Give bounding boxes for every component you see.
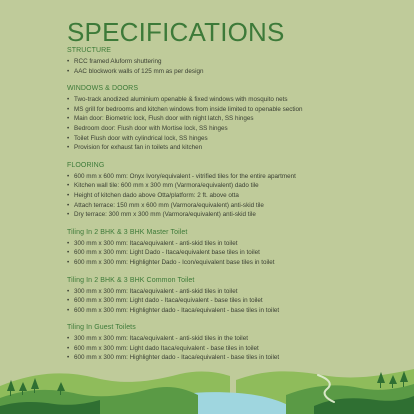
section-list <box>67 287 407 316</box>
list-item: • 600 mm x 300 mm: Light Dado - Itaca/equivalent base tiles in toilet <box>67 248 407 258</box>
section-heading: Tiling In 2 BHK & 3 BHK Master Toilet <box>67 228 188 236</box>
list-item: • 600 mm x 300 mm: Highlighter dado - Itaca/equivalent - base tiles in toilet <box>67 306 407 316</box>
section-list <box>67 172 407 220</box>
list-item: • 300 mm x 300 mm: Itaca/equivalent - anti-skid tiles in the toilet <box>67 334 407 344</box>
section-list <box>67 239 407 268</box>
list-item: • AAC blockwork walls of 125 mm as per design <box>67 67 407 77</box>
list-item: • 600 mm x 300 mm: Light dado - Itaca/equivalent - base tiles in toilet <box>67 296 407 306</box>
section-list <box>67 57 407 76</box>
section-list <box>67 95 407 153</box>
list-item: • 600 mm x 300 mm: Highlighter Dado - Icon/equivalent base tiles in toilet <box>67 258 407 268</box>
section-heading: Tiling In Guest Toilets <box>67 324 136 332</box>
list-item: • Kitchen wall tile: 600 mm x 300 mm (Varmora/equivalent) dado tile <box>67 181 407 191</box>
list-item: • 600 mm x 600 mm: Onyx Ivory/equivalent - vitrified tiles for the entire apartment <box>67 172 407 182</box>
list-item: • Main door: Biometric lock, Flush door with night latch, SS hinges <box>67 114 407 124</box>
specifications-content <box>67 47 407 372</box>
section-heading: Tiling In 2 BHK & 3 BHK Common Toilet <box>67 276 195 284</box>
list-item: • Toilet Flush door with cylindrical lock, SS hinges <box>67 134 407 144</box>
page-title: SPECIFICATIONS <box>67 17 285 47</box>
list-item: • Bedroom door: Flush door with Mortise lock, SS hinges <box>67 124 407 134</box>
list-item: • Two-track anodized aluminium openable & fixed windows with mosquito nets <box>67 95 407 105</box>
list-item: • MS grill for bedrooms and kitchen windows from inside limited to openable section <box>67 105 407 115</box>
list-item: • Dry terrace: 300 mm x 300 mm (Varmora/equivalent) anti-skid tile <box>67 210 407 220</box>
list-item: • 600 mm x 300 mm: Light dado Itaca/equivalent - base tiles in toilet <box>67 344 407 354</box>
list-item: • 300 mm x 300 mm: Itaca/equivalent - anti-skid tiles in toilet <box>67 287 407 297</box>
list-item: • RCC framed Aluform shuttering <box>67 57 407 67</box>
landscape-illustration <box>0 352 414 414</box>
section-master-toilet <box>67 229 407 268</box>
list-item: • Height of kitchen dado above Otta/platform: 2 ft. above otta <box>67 191 407 201</box>
section-flooring <box>67 162 407 220</box>
section-structure <box>67 47 407 76</box>
list-item: • Provision for exhaust fan in toilets and kitchen <box>67 143 407 153</box>
section-heading: STRUCTURE <box>67 47 112 54</box>
list-item: • Attach terrace: 150 mm x 600 mm (Varmora/equivalent) anti-skid tile <box>67 201 407 211</box>
list-item: • 300 mm x 300 mm: Itaca/equivalent - anti-skid tiles in toilet <box>67 239 407 249</box>
section-heading: FLOORING <box>67 161 105 169</box>
section-common-toilet <box>67 277 407 316</box>
section-windows-doors <box>67 85 407 153</box>
section-heading: WINDOWS & DOORS <box>67 85 139 93</box>
